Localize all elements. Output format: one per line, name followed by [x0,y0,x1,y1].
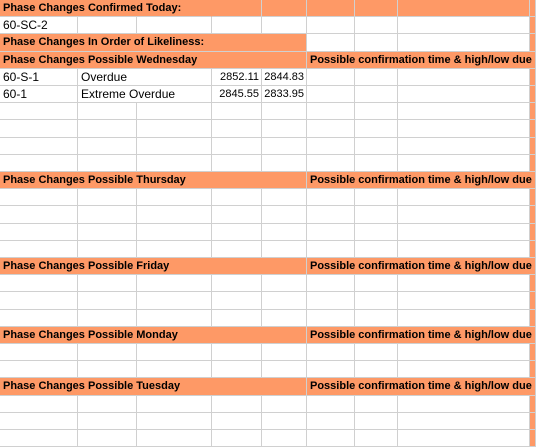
grid-cell[interactable] [0,138,78,155]
grid-cell[interactable] [398,413,530,430]
grid-cell[interactable] [398,17,530,34]
section-header-row [0,52,536,69]
grid-cell[interactable] [78,120,137,137]
confirmation-header[interactable]: Possible confirmation time & high/low due [307,258,536,275]
grid-cell[interactable] [262,0,307,17]
grid-cell[interactable] [78,155,137,172]
grid-cell[interactable] [262,396,307,413]
data-row [0,86,536,103]
section-title[interactable]: Phase Changes Possible Monday [0,327,307,344]
grid-cell[interactable] [398,292,530,309]
grid-cell[interactable] [355,17,398,34]
grid-cell[interactable] [137,103,212,120]
high-value[interactable]: 2845.55 [212,86,262,103]
grid-cell[interactable] [398,0,530,17]
grid-cell[interactable] [212,17,262,34]
grid-cell[interactable] [398,138,530,155]
grid-cell[interactable] [355,189,398,206]
data-row [0,310,536,327]
grid-cell[interactable] [262,344,307,361]
grid-cell[interactable] [307,344,355,361]
grid-cell[interactable] [212,0,262,17]
grid-cell[interactable] [398,155,530,172]
data-row [0,138,536,155]
grid-cell[interactable] [398,361,530,378]
data-row [0,430,536,447]
grid-cell[interactable] [262,430,307,447]
grid-cell[interactable] [0,310,78,327]
grid-cell[interactable] [78,189,137,206]
data-row [0,103,536,120]
grid-cell[interactable] [355,344,398,361]
grid-cell[interactable] [355,310,398,327]
grid-cell[interactable] [0,430,78,447]
grid-cell[interactable] [137,275,212,292]
data-row [0,292,536,309]
grid-cell[interactable] [212,120,262,137]
grid-cell[interactable] [262,241,307,258]
grid-cell[interactable] [307,103,355,120]
grid-cell[interactable] [78,241,137,258]
grid-cell[interactable] [398,69,530,86]
section-title[interactable]: Phase Changes Possible Tuesday [0,378,307,395]
confirmation-header[interactable]: Possible confirmation time & high/low due [307,378,536,395]
section-header-row [0,378,536,395]
grid-cell[interactable] [0,292,78,309]
grid-cell[interactable] [307,430,355,447]
grid-cell[interactable] [78,396,137,413]
grid-cell[interactable] [355,69,398,86]
section-header-row [0,258,536,275]
grid-cell[interactable] [398,275,530,292]
grid-cell[interactable] [307,396,355,413]
section-title[interactable]: Phase Changes Possible Friday [0,258,307,275]
data-row [0,361,536,378]
grid-cell[interactable] [398,86,530,103]
grid-cell[interactable] [355,86,398,103]
grid-cell[interactable] [530,103,536,120]
grid-cell[interactable] [212,224,262,241]
grid-cell[interactable] [307,275,355,292]
grid-cell[interactable] [262,120,307,137]
confirmed-value[interactable]: 60-SC-2 [0,17,78,34]
grid-cell[interactable] [137,241,212,258]
data-row [0,69,536,86]
grid-cell[interactable] [355,138,398,155]
likeliness-header[interactable]: Phase Changes In Order of Likeliness: [0,34,307,51]
grid-cell[interactable] [307,241,355,258]
confirmation-header[interactable]: Possible confirmation time & high/low due [307,52,536,69]
grid-cell[interactable] [355,292,398,309]
grid-cell[interactable] [262,292,307,309]
grid-cell[interactable] [307,310,355,327]
phase-code[interactable]: 60-1 [0,86,78,103]
data-row [0,241,536,258]
grid-cell[interactable] [78,17,137,34]
grid-cell[interactable] [212,292,262,309]
grid-cell[interactable] [137,155,212,172]
grid-cell[interactable] [262,138,307,155]
confirmed-header[interactable]: Phase Changes Confirmed Today: [0,0,212,17]
grid-cell[interactable] [398,189,530,206]
grid-cell[interactable] [355,34,398,51]
grid-cell[interactable] [262,224,307,241]
grid-cell[interactable] [78,430,137,447]
grid-cell[interactable] [78,206,137,223]
grid-cell[interactable] [307,292,355,309]
grid-cell[interactable] [355,361,398,378]
grid-cell[interactable] [212,413,262,430]
grid-cell[interactable] [307,189,355,206]
grid-cell[interactable] [307,69,355,86]
grid-cell[interactable] [530,138,536,155]
grid-cell[interactable] [355,0,398,17]
grid-cell[interactable] [262,206,307,223]
grid-cell[interactable] [78,310,137,327]
grid-cell[interactable] [137,344,212,361]
grid-cell[interactable] [212,103,262,120]
data-row [0,224,536,241]
low-value[interactable]: 2833.95 [262,86,307,103]
data-row [0,396,536,413]
confirmation-header[interactable]: Possible confirmation time & high/low due [307,327,536,344]
grid-cell[interactable] [78,344,137,361]
grid-cell[interactable] [307,224,355,241]
grid-cell[interactable] [307,138,355,155]
grid-cell[interactable] [307,0,355,17]
grid-cell[interactable] [212,155,262,172]
phase-code[interactable]: 60-S-1 [0,69,78,86]
grid-cell[interactable] [262,413,307,430]
grid-cell[interactable] [0,189,78,206]
grid-cell[interactable] [398,344,530,361]
grid-cell[interactable] [262,361,307,378]
grid-cell[interactable] [398,430,530,447]
grid-cell[interactable] [212,396,262,413]
grid-cell[interactable] [530,206,536,223]
grid-cell[interactable] [307,155,355,172]
grid-cell[interactable] [137,17,212,34]
grid-cell[interactable] [78,292,137,309]
grid-cell[interactable] [78,361,137,378]
grid-cell[interactable] [212,361,262,378]
grid-cell[interactable] [0,103,78,120]
grid-cell[interactable] [78,103,137,120]
grid-cell[interactable] [0,344,78,361]
grid-cell[interactable] [530,396,536,413]
grid-cell[interactable] [398,396,530,413]
grid-cell[interactable] [307,86,355,103]
low-value[interactable]: 2844.83 [262,69,307,86]
grid-cell[interactable] [78,138,137,155]
grid-cell[interactable] [530,361,536,378]
grid-cell[interactable] [262,310,307,327]
grid-cell[interactable] [530,86,536,103]
section-header-row [0,327,536,344]
grid-cell[interactable] [78,275,137,292]
grid-cell[interactable] [262,103,307,120]
grid-cell[interactable] [355,155,398,172]
grid-cell[interactable] [398,103,530,120]
grid-cell[interactable] [307,120,355,137]
grid-cell[interactable] [398,241,530,258]
grid-cell[interactable] [137,430,212,447]
data-row [0,120,536,137]
grid-cell[interactable] [137,292,212,309]
grid-cell[interactable] [355,206,398,223]
grid-cell[interactable] [212,138,262,155]
grid-cell[interactable] [78,413,137,430]
section-title[interactable]: Phase Changes Possible Thursday [0,172,307,189]
grid-cell[interactable] [530,120,536,137]
grid-cell[interactable] [262,17,307,34]
grid-cell[interactable] [307,413,355,430]
grid-cell[interactable] [137,224,212,241]
data-row [0,155,536,172]
grid-cell[interactable] [137,206,212,223]
grid-cell[interactable] [398,224,530,241]
grid-cell[interactable] [137,189,212,206]
grid-cell[interactable] [530,275,536,292]
grid-cell[interactable] [355,224,398,241]
grid-cell[interactable] [212,189,262,206]
grid-cell[interactable] [137,120,212,137]
grid-cell[interactable] [137,413,212,430]
grid-cell[interactable] [78,224,137,241]
grid-cell[interactable] [355,275,398,292]
data-row [0,344,536,361]
grid-cell[interactable] [212,344,262,361]
likeliness-header-row [0,34,536,51]
grid-cell[interactable] [307,206,355,223]
grid-cell[interactable] [530,224,536,241]
grid-cell[interactable] [530,69,536,86]
grid-cell[interactable] [355,103,398,120]
data-row [0,413,536,430]
grid-cell[interactable] [530,241,536,258]
data-row [0,275,536,292]
data-row [0,206,536,223]
grid-cell[interactable] [137,310,212,327]
data-row [0,189,536,206]
grid-cell[interactable] [212,241,262,258]
grid-cell[interactable] [137,361,212,378]
grid-cell[interactable] [355,241,398,258]
grid-cell[interactable] [530,155,536,172]
grid-cell[interactable] [530,17,536,34]
grid-cell[interactable] [137,138,212,155]
grid-cell[interactable] [530,34,536,51]
grid-cell[interactable] [355,396,398,413]
grid-cell[interactable] [355,430,398,447]
grid-cell[interactable] [530,292,536,309]
grid-cell[interactable] [0,241,78,258]
grid-cell[interactable] [262,275,307,292]
grid-cell[interactable] [212,430,262,447]
grid-cell[interactable] [530,430,536,447]
section-header-row [0,172,536,189]
grid-cell[interactable] [0,155,78,172]
confirmed-header-row [0,0,536,17]
grid-cell[interactable] [0,120,78,137]
grid-cell[interactable] [0,224,78,241]
phase-status[interactable]: Overdue [78,69,212,86]
confirmation-header[interactable]: Possible confirmation time & high/low due [307,172,536,189]
grid-cell[interactable] [398,120,530,137]
high-value[interactable]: 2852.11 [212,69,262,86]
confirmed-value-row [0,17,536,34]
grid-cell[interactable] [262,155,307,172]
grid-cell[interactable] [0,206,78,223]
grid-cell[interactable] [0,396,78,413]
section-title[interactable]: Phase Changes Possible Wednesday [0,52,307,69]
grid-cell[interactable] [262,189,307,206]
grid-cell[interactable] [530,344,536,361]
grid-cell[interactable] [212,310,262,327]
grid-cell[interactable] [0,413,78,430]
grid-cell[interactable] [398,310,530,327]
grid-cell[interactable] [398,34,530,51]
grid-cell[interactable] [0,275,78,292]
grid-cell[interactable] [212,206,262,223]
grid-cell[interactable] [530,413,536,430]
grid-cell[interactable] [0,361,78,378]
grid-cell[interactable] [398,206,530,223]
grid-cell[interactable] [137,396,212,413]
grid-cell[interactable] [355,413,398,430]
grid-cell[interactable] [530,310,536,327]
phase-status[interactable]: Extreme Overdue [78,86,212,103]
grid-cell[interactable] [530,0,536,17]
grid-cell[interactable] [307,17,355,34]
grid-cell[interactable] [307,34,355,51]
grid-cell[interactable] [530,189,536,206]
grid-cell[interactable] [212,275,262,292]
grid-cell[interactable] [355,120,398,137]
grid-cell[interactable] [307,361,355,378]
